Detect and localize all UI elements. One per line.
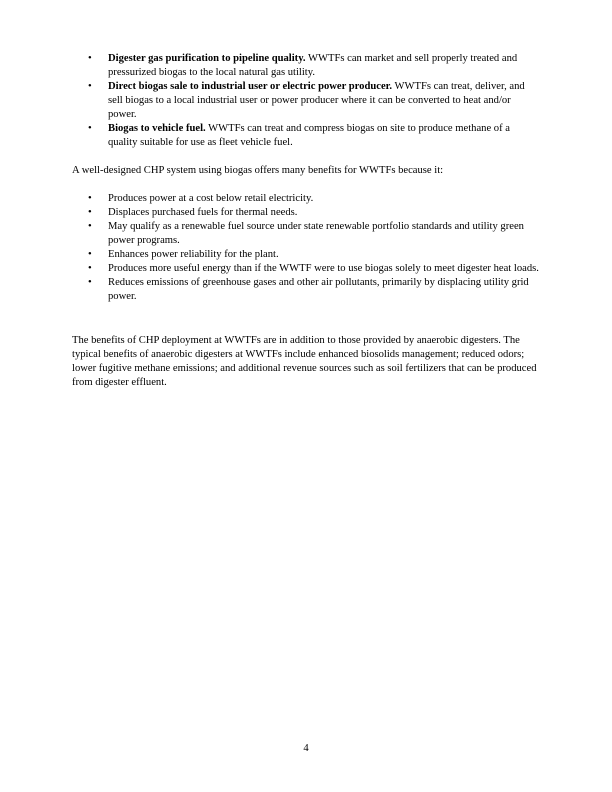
bullet-icon: • — [88, 81, 92, 92]
list-item-text: WWTFs can market and sell properly treated and pressurized biogas to the local natural gas utility. — [108, 53, 518, 78]
benefits-intro-paragraph: A well-designed CHP system using biogas offers many benefits for WWTFs because it: — [72, 165, 444, 176]
bullet-icon: • — [88, 263, 92, 274]
list-item — [72, 122, 540, 150]
list-item-text: Reduces emissions of greenhouse gases and other air pollutants, primarily by displacing utility grid power. — [108, 277, 529, 302]
list-item-text: Enhances power reliability for the plant. — [108, 249, 279, 260]
bullet-icon: • — [88, 277, 92, 288]
bullet-icon: • — [88, 207, 92, 218]
bullet-icon: • — [88, 249, 92, 260]
chp-benefits-list — [72, 192, 540, 304]
list-item-title: Digester gas purification to pipeline quality. — [108, 53, 306, 64]
bullet-icon: • — [88, 221, 92, 232]
list-item-title: Direct biogas sale to industrial user or electric power producer. — [108, 81, 393, 92]
bullet-icon: • — [88, 193, 92, 204]
list-item — [72, 192, 540, 206]
bullet-icon: • — [88, 53, 92, 64]
list-item — [72, 206, 540, 220]
list-item-text: May qualify as a renewable fuel source under state renewable portfolio standards and utility green power programs. — [108, 221, 524, 246]
list-item — [72, 262, 540, 276]
list-item — [72, 80, 540, 122]
biogas-options-list — [72, 52, 540, 150]
bullet-icon: • — [88, 123, 92, 134]
page-number: 4 — [303, 743, 309, 754]
list-item-text: Produces more useful energy than if the WWTF were to use biogas solely to meet digester heat loads. — [108, 263, 539, 274]
list-item — [72, 276, 540, 304]
list-item — [72, 248, 540, 262]
list-item-text: Displaces purchased fuels for thermal needs. — [108, 207, 298, 218]
list-item-title: Biogas to vehicle fuel. — [108, 123, 206, 134]
list-item-text: WWTFs can treat, deliver, and sell biogas to a local industrial user or power producer where it can be converted to heat and/or power. — [108, 81, 525, 120]
list-item-text: WWTFs can treat and compress biogas on site to produce methane of a quality suitable for use as fleet vehicle fuel. — [108, 123, 510, 148]
list-item — [72, 52, 540, 80]
list-item — [72, 220, 540, 248]
list-item-text: Produces power at a cost below retail electricity. — [108, 193, 314, 204]
document-page — [72, 0, 540, 792]
closing-paragraph: The benefits of CHP deployment at WWTFs are in addition to those provided by anaerobic digesters. The typical benefits of anaerobic digesters at WWTFs include enhanced biosolids management; reduced odors; lower fugitive methane emissions; and additional revenue sources such as soil fertilizers that can be produced from digester effluent. — [72, 335, 537, 388]
